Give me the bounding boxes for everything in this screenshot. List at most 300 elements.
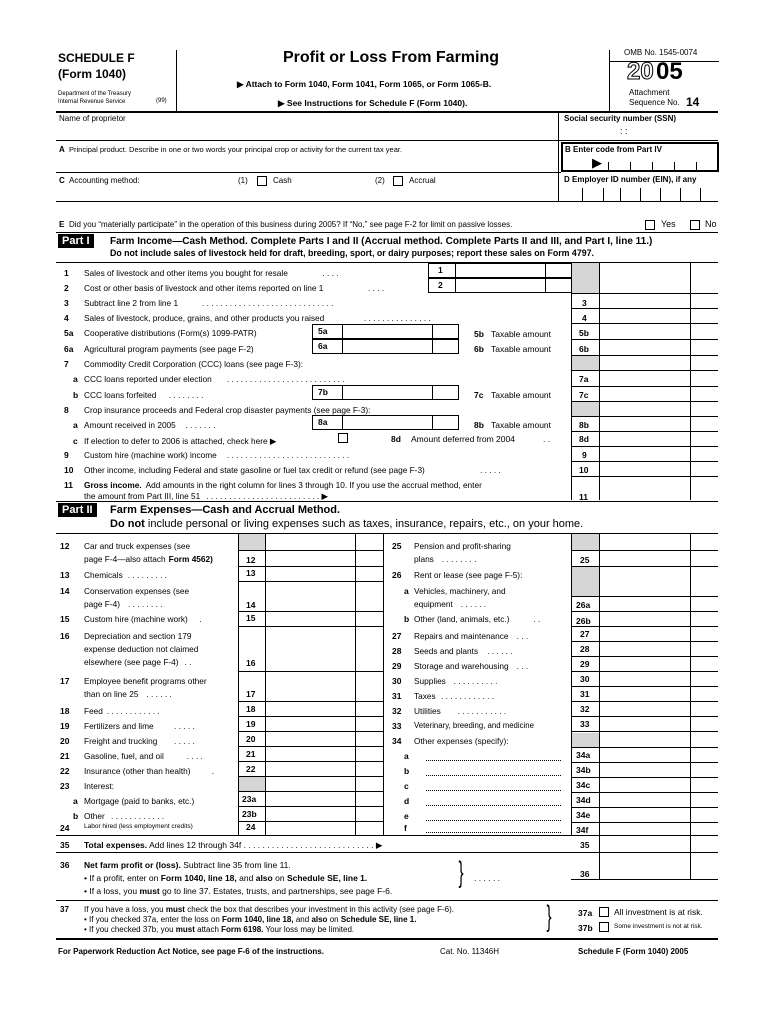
- exp-9-number: 21: [60, 751, 70, 761]
- line37-bullet1-form: Form 1040, line 18,: [222, 915, 294, 924]
- part1-line-1-label: Cost or other basis of livestock and other items reported on line 1: [84, 283, 324, 293]
- line36-label: Subtract line 35 from line 11.: [183, 860, 291, 870]
- p1-rule: [571, 370, 718, 371]
- exp-box-23b: 23b: [242, 809, 257, 819]
- line-21-amount[interactable]: [266, 746, 354, 760]
- line37a-label: 37a: [578, 908, 593, 918]
- no-label: No: [705, 219, 717, 229]
- line-5b-amount[interactable]: [600, 324, 689, 339]
- footer-cat: Cat. No. 11346H: [440, 947, 499, 956]
- exp-r-box-28: 28: [580, 644, 590, 654]
- box-1-frame[interactable]: [428, 263, 572, 278]
- exp-r-5-label: Seeds and plants: [414, 646, 479, 656]
- box-5a-div1: [342, 324, 343, 339]
- exp-8-dots: . . . . .: [174, 736, 195, 746]
- line-34c-amount[interactable]: [600, 777, 689, 791]
- exp-r-0-label2: [414, 554, 476, 564]
- mid-l8b-text: Taxable amount: [491, 420, 552, 430]
- line-6b-amount[interactable]: [600, 340, 689, 355]
- name-field[interactable]: [60, 125, 554, 139]
- other-expense-f-field[interactable]: [426, 823, 561, 833]
- exp-r-5-number: 28: [392, 646, 402, 656]
- part1-line-3-label: Sales of livestock, produce, grains, and other products you raised: [84, 313, 325, 323]
- line36-bullet1-form: Form 1040, line 18,: [160, 873, 237, 883]
- line-32-amount[interactable]: [600, 701, 689, 715]
- box-6a-label: 6a: [318, 341, 328, 351]
- exp-4-label3: [84, 657, 191, 667]
- exp-7-label: Fertilizers and lime: [84, 721, 154, 731]
- line-31-amount[interactable]: [600, 686, 689, 700]
- p2-left-rule: [238, 671, 383, 672]
- exp-r-4-label: Repairs and maintenance: [414, 631, 509, 641]
- line-18-amount[interactable]: [266, 701, 354, 715]
- part1-line-10-number: a: [73, 420, 78, 430]
- p2-left-rule: [238, 806, 383, 807]
- part2-tag: Part II: [58, 503, 97, 517]
- exp-r-7-number: 30: [392, 676, 402, 686]
- box-7b-frame[interactable]: [312, 385, 459, 400]
- exp-10-dots: .: [211, 766, 215, 776]
- exp-2-number: 14: [60, 586, 70, 596]
- p1-rule: [571, 431, 718, 432]
- box-6a-frame[interactable]: [312, 339, 459, 354]
- part1-line-14-dots: . . . . . . . . . . . . . . . . . . . . . . . . . ▶: [206, 491, 328, 501]
- exp-12-number: a: [73, 796, 78, 806]
- line-a-letter: A: [59, 145, 65, 154]
- exp-r-2-label2a: equipment: [414, 599, 453, 609]
- col-label-6b: 6b: [579, 344, 589, 354]
- box-1-div2: [545, 263, 546, 278]
- material-no-checkbox[interactable]: [690, 220, 700, 230]
- material-yes-checkbox[interactable]: [645, 220, 655, 230]
- year-bold: 05: [656, 58, 683, 85]
- part2-sub-rest: include personal or living expenses such as taxes, insurance, repairs, etc., on your home.: [147, 518, 584, 530]
- part1-line-1-dots: . . . .: [368, 283, 385, 293]
- mid-l7c-num: 7c: [474, 390, 484, 400]
- line36-bullet1-se: Schedule SE, line 1.: [286, 873, 368, 883]
- part1-line-7-number: a: [73, 374, 78, 384]
- p2-right-rule: [571, 807, 718, 808]
- exp-2-label: Conservation expenses (see: [84, 586, 190, 596]
- exp-9-dots: . . . .: [186, 751, 203, 761]
- accrual-num: (2): [375, 176, 385, 185]
- see-instruction: ▶ See Instructions for Schedule F (Form 1040).: [278, 98, 468, 108]
- exp-11-label: Interest:: [84, 781, 114, 791]
- exp-1-label: Chemicals: [84, 570, 123, 580]
- box-2-label: 2: [438, 280, 443, 290]
- part1-line-12-number: 9: [64, 450, 69, 460]
- p2-right-rule: [571, 777, 718, 778]
- exp-r-1-label: Rent or lease (see page F-5):: [414, 570, 523, 580]
- exp-r-13-number: b: [404, 766, 410, 776]
- part1-line-4-label: Cooperative distributions (Form(s) 1099-PATR): [84, 328, 257, 338]
- line35-amount[interactable]: [600, 836, 689, 851]
- line36-bullet2-must: must: [139, 886, 160, 896]
- line36-bullet1-also: also: [255, 873, 273, 883]
- part1-line-12-dots: . . . . . . . . . . . . . . . . . . . . . . . . . . .: [226, 450, 350, 460]
- exp-r-0-dots2: . . . . . . . .: [441, 554, 477, 564]
- p2-right-rule: [571, 611, 718, 612]
- exp-r-10-label: Veterinary, breeding, and medicine: [414, 721, 534, 730]
- line37-number: 37: [60, 905, 69, 914]
- exp-1-number: 13: [60, 570, 70, 580]
- exp-3-number: 15: [60, 614, 70, 624]
- exp-2-dots2: . . . . . . . .: [127, 599, 163, 609]
- name-label: Name of proprietor: [59, 114, 126, 123]
- line-25-amount[interactable]: [600, 552, 689, 566]
- line37-text: If you have a loss, you: [84, 905, 164, 914]
- line36-bullet2: • If a loss, you: [84, 886, 138, 896]
- cash-label: Cash: [273, 176, 292, 185]
- line-17-amount[interactable]: [266, 686, 354, 700]
- line37-bullet1-and: and: [295, 915, 310, 924]
- col-label-3: 3: [582, 298, 587, 308]
- box-8a-div2: [432, 415, 433, 430]
- line-34a-amount[interactable]: [600, 747, 689, 761]
- line-10-amount[interactable]: [600, 461, 689, 476]
- exp-r-0-label: Pension and profit-sharing: [414, 541, 511, 551]
- p1-rule: [571, 461, 718, 462]
- exp-box-16: 16: [246, 658, 256, 668]
- exp-r-8-label: Taxes: [414, 691, 436, 701]
- exp-r-box-34a: 34a: [576, 750, 591, 760]
- p1-rule: [571, 308, 718, 309]
- exp-r-9-dots: . . . . . . . . . . .: [457, 706, 507, 716]
- part1-line-3-dots: . . . . . . . . . . . . . . .: [363, 313, 431, 323]
- line35-dots: . . . . . . . . . . . . . . . . . . . . . . . . . . . . ▶: [243, 840, 383, 850]
- p2-right-rule: [571, 626, 718, 627]
- part1-line-0-label: Sales of livestock and other items you bought for resale: [84, 268, 288, 278]
- line-34b-amount[interactable]: [600, 762, 689, 776]
- other-expense-c-field[interactable]: [426, 781, 561, 791]
- exp-12-label: Mortgage (paid to banks, etc.): [84, 796, 195, 806]
- line-30-amount[interactable]: [600, 671, 689, 685]
- mid-8d-text: Amount deferred from 2004: [411, 434, 515, 444]
- exp-box-15: 15: [246, 613, 256, 623]
- line-27-amount[interactable]: [600, 626, 689, 640]
- p2-left-rule: [238, 761, 383, 762]
- box-2-frame[interactable]: [428, 278, 572, 293]
- exp-r-9-number: 32: [392, 706, 402, 716]
- p1-rule: [571, 293, 718, 294]
- mid-l5b-num: 5b: [474, 329, 484, 339]
- line35-label: Add lines 12 through 34f: [149, 840, 242, 850]
- box-2-div1: [455, 278, 456, 293]
- line-c-label: Accounting method:: [69, 176, 140, 185]
- line-3-amount[interactable]: [600, 294, 689, 309]
- exp-0-label2a: page F-4—also attach: [84, 554, 166, 564]
- line-26b-amount[interactable]: [600, 613, 689, 627]
- line-23a-amount[interactable]: [266, 791, 354, 805]
- line-22-amount[interactable]: [266, 761, 354, 775]
- part1-line-1-number: 2: [64, 283, 69, 293]
- exp-r-box-31: 31: [580, 689, 590, 699]
- exp-14-label: Labor hired (less employment credits): [84, 823, 193, 830]
- part1-line-14-text3: [84, 491, 328, 501]
- exp-r-2-label2: [414, 599, 486, 609]
- line-d-label: D Employer ID number (EIN), if any: [564, 175, 697, 184]
- line-34d-amount[interactable]: [600, 792, 689, 806]
- principal-product-field[interactable]: [60, 156, 554, 170]
- line-14-amount[interactable]: [266, 597, 354, 611]
- exp-r-4-dots: . . .: [516, 631, 529, 641]
- exp-box-18: 18: [246, 704, 256, 714]
- exp-r-3-label: Other (land, animals, etc.): [414, 614, 510, 624]
- mid-l5b-text: Taxable amount: [491, 329, 552, 339]
- line37-bullet2-attach: attach: [197, 925, 219, 934]
- exp-4-label3a: elsewhere (see page F-4): [84, 657, 179, 667]
- p2-left-rule: [238, 716, 383, 717]
- exp-5-label2a: than on line 25: [84, 689, 139, 699]
- line-20-amount[interactable]: [266, 731, 354, 745]
- exp-r-10-number: 33: [392, 721, 402, 731]
- at-risk-checkbox[interactable]: [599, 907, 609, 917]
- part1-line-8-label: CCC loans forfeited: [84, 390, 157, 400]
- exp-0-label2: [84, 554, 213, 564]
- exp-1-dots: . . . . . . . . .: [127, 570, 167, 580]
- exp-box-22: 22: [246, 764, 256, 774]
- exp-r-1-number: 26: [392, 570, 402, 580]
- exp-r-11-number: 34: [392, 736, 402, 746]
- line-4-amount[interactable]: [600, 309, 689, 324]
- box-5a-label: 5a: [318, 326, 328, 336]
- exp-box-12: 12: [246, 555, 256, 565]
- exp-2-label2a: page F-4): [84, 599, 120, 609]
- line36-amount[interactable]: [600, 855, 689, 879]
- exp-4-label2: [84, 644, 198, 654]
- part1-line-0-dots: . . . .: [322, 268, 339, 278]
- col-label-8b: 8b: [579, 420, 589, 430]
- line-15-amount[interactable]: [266, 610, 354, 624]
- line-34f-amount[interactable]: [600, 822, 689, 836]
- line-23b-amount[interactable]: [266, 806, 354, 820]
- part1-tag: Part I: [58, 234, 94, 248]
- line37-bullet2-form: Form 6198.: [221, 925, 264, 934]
- exp-14-number: 24: [60, 823, 70, 833]
- arrow-icon: ▶: [592, 155, 602, 170]
- exp-r-16-number: e: [404, 811, 409, 821]
- box-7b-div1: [342, 385, 343, 400]
- mid-8d-dots: . .: [543, 434, 551, 444]
- p2-left-rule: [238, 566, 383, 567]
- col-label-4: 4: [582, 313, 587, 323]
- line-8b-amount[interactable]: [600, 416, 689, 431]
- col-label-9: 9: [582, 450, 587, 460]
- exp-box-20: 20: [246, 734, 256, 744]
- line-28-amount[interactable]: [600, 641, 689, 655]
- exp-5-label: Employee benefit programs other: [84, 676, 207, 686]
- line35-number: 35: [60, 840, 70, 850]
- line36-bullet1-and: and: [239, 873, 254, 883]
- other-expense-d-field[interactable]: [426, 796, 561, 806]
- p1-rule: [571, 446, 718, 447]
- other-expense-b-field[interactable]: [426, 766, 561, 776]
- exp-5-number: 17: [60, 676, 70, 686]
- ssn-label: Social security number (SSN): [564, 114, 677, 123]
- part1-line-12-label: Custom hire (machine work) income: [84, 450, 217, 460]
- part1-line-10-dots: . . . . . . .: [185, 420, 216, 430]
- box-7b-label: 7b: [318, 387, 328, 397]
- line36-bullet2-rest: go to line 37. Estates, trusts, and partnerships, see page F-6.: [162, 886, 393, 896]
- brace-icon: }: [458, 856, 464, 889]
- col-label-5b: 5b: [579, 328, 589, 338]
- dept-line1: Department of the Treasury: [58, 91, 132, 97]
- line37-bullet1-se: Schedule SE, line 1.: [340, 915, 417, 924]
- exp-4-label2a: expense deduction not claimed: [84, 644, 199, 654]
- line-29-amount[interactable]: [600, 656, 689, 670]
- line-13-amount[interactable]: [266, 565, 354, 579]
- year-outline: 20: [627, 58, 654, 85]
- exp-r-3-dots: . .: [533, 614, 541, 624]
- exp-5-label2: [84, 689, 172, 699]
- line-7a-amount[interactable]: [600, 370, 689, 385]
- p2-right-rule: [571, 566, 718, 567]
- exp-r-box-25: 25: [580, 555, 590, 565]
- part1-line-14-number: 11: [64, 480, 73, 490]
- line-19-amount[interactable]: [266, 716, 354, 730]
- part1-line-14-text3a: the amount from Part III, line 51: [84, 491, 201, 501]
- exp-r-box-33: 33: [580, 719, 590, 729]
- part1-line-14-text: Add amounts in the right column for lines 3 through 10. If you use the accrual method, enter: [145, 480, 482, 490]
- dept-code: (99): [156, 98, 167, 104]
- part1-line-6-label: Commodity Credit Corporation (CCC) loans (see page F-3):: [84, 359, 304, 369]
- box-5a-div2: [432, 324, 433, 339]
- line36-number: 36: [60, 860, 70, 870]
- exp-r-4-number: 27: [392, 631, 402, 641]
- line-7c-amount[interactable]: [600, 386, 689, 401]
- col-label-7c: 7c: [579, 390, 589, 400]
- exp-r-12-number: a: [404, 751, 409, 761]
- exp-4-label: Depreciation and section 179: [84, 631, 192, 641]
- exp-box-14: 14: [246, 600, 256, 610]
- exp-r-11-label: Other expenses (specify):: [414, 736, 509, 746]
- part2-sub-bold: Do not: [110, 518, 145, 530]
- p2-left-rule: [238, 821, 383, 822]
- part1-line-13-number: 10: [64, 465, 74, 475]
- part1-line-9-number: 8: [64, 405, 69, 415]
- sequence-number: 14: [686, 95, 700, 109]
- box-8a-frame[interactable]: [312, 415, 459, 430]
- exp-box-23a: 23a: [242, 794, 257, 804]
- exp-r-box-34f: 34f: [576, 825, 589, 835]
- exp-0-number: 12: [60, 541, 70, 551]
- part1-line-5-number: 6a: [64, 344, 74, 354]
- dept-line2: Internal Revenue Service: [58, 99, 126, 105]
- line37-must: must: [165, 905, 185, 914]
- part1-line-0-number: 1: [64, 268, 69, 278]
- line-26a-amount[interactable]: [600, 597, 689, 611]
- part1-line-8-number: b: [73, 390, 79, 400]
- defer-election-checkbox[interactable]: [338, 433, 348, 443]
- attach-instruction: ▶ Attach to Form 1040, Form 1041, Form 1065, or Form 1065-B.: [237, 79, 492, 89]
- p2-right-rule: [571, 671, 718, 672]
- accrual-label: Accrual: [409, 176, 436, 185]
- box-8a-div1: [342, 415, 343, 430]
- exp-r-5-dots: . . . . . .: [487, 646, 513, 656]
- part1-line-4-number: 5a: [64, 328, 74, 338]
- line-12-amount[interactable]: [266, 552, 354, 566]
- other-expense-a-field[interactable]: [426, 751, 561, 761]
- part2-title: Farm Expenses—Cash and Accrual Method.: [110, 504, 341, 516]
- p1-rule: [571, 476, 718, 477]
- part1-line-6-number: 7: [64, 359, 69, 369]
- line36-dots: . . . . . .: [474, 873, 500, 883]
- mid-l6b-num: 6b: [474, 344, 484, 354]
- p2-right-rule: [571, 792, 718, 793]
- p2-right-rule: [571, 686, 718, 687]
- exp-r-6-number: 29: [392, 661, 402, 671]
- exp-r-box-26b: 26b: [576, 616, 591, 626]
- part1-line-2-label: Subtract line 2 from line 1: [84, 298, 179, 308]
- line-8d-amount[interactable]: [600, 430, 689, 445]
- mid-l8b-num: 8b: [474, 420, 484, 430]
- exp-r-box-26a: 26a: [576, 600, 591, 610]
- col-label-7a: 7a: [579, 374, 589, 384]
- line37-bullet1-also: also: [311, 915, 328, 924]
- accrual-checkbox[interactable]: [393, 176, 403, 186]
- not-at-risk-checkbox[interactable]: [599, 922, 609, 932]
- line37b-label: 37b: [578, 923, 593, 933]
- box-8a-label: 8a: [318, 417, 328, 427]
- p2-right-rule: [571, 762, 718, 763]
- part1-line-5-label: Agricultural program payments (see page F-2): [84, 344, 254, 354]
- line-e-label: Did you “materially participate” in the operation of this business during 2005? If “No,” see page F-2 for limit on passive losses.: [69, 220, 513, 229]
- exp-r-box-34e: 34e: [576, 810, 591, 820]
- col-label-11: 11: [579, 492, 588, 502]
- box-5a-frame[interactable]: [312, 324, 459, 339]
- cash-checkbox[interactable]: [257, 176, 267, 186]
- p1-rule: [571, 416, 718, 417]
- p2-right-rule: [571, 716, 718, 717]
- ssn-field[interactable]: [560, 124, 716, 140]
- line-16-amount[interactable]: [266, 655, 354, 669]
- exp-box-13: 13: [246, 568, 256, 578]
- line-34e-amount[interactable]: [600, 807, 689, 821]
- line-33-amount[interactable]: [600, 716, 689, 730]
- exp-box-19: 19: [246, 719, 256, 729]
- line36-bold: Net farm profit or (loss).: [84, 860, 181, 870]
- other-expense-e-field[interactable]: [426, 811, 561, 821]
- part1-line-10-label: Amount received in 2005: [84, 420, 176, 430]
- brace37-icon: }: [546, 900, 552, 933]
- p2-left-rule: [238, 581, 383, 582]
- exp-r-17-number: f: [404, 823, 407, 833]
- form-title: Profit or Loss From Farming: [283, 49, 500, 66]
- p1-rule: [571, 386, 718, 387]
- p2-right-rule: [571, 701, 718, 702]
- yes-label: Yes: [661, 219, 676, 229]
- mid-l6b-text: Taxable amount: [491, 344, 552, 354]
- line37-bullet2: • If you checked 37b, you: [84, 925, 174, 934]
- p2-left-rule: [238, 626, 383, 627]
- line-a-label: Principal product. Describe in one or two words your principal crop or activity for the current tax year.: [69, 145, 403, 154]
- exp-8-label: Freight and trucking: [84, 736, 158, 746]
- exp-r-6-dots: . . .: [516, 661, 529, 671]
- exp-r-7-label: Supplies: [414, 676, 446, 686]
- box-1-label: 1: [438, 265, 443, 275]
- line35-bold: Total expenses.: [84, 840, 148, 850]
- p2-right-rule: [571, 596, 718, 597]
- ein-field[interactable]: [560, 186, 716, 200]
- footer-notice: For Paperwork Reduction Act Notice, see page F-6 of the instructions.: [58, 947, 324, 956]
- p1-rule: [571, 401, 718, 402]
- line-9-amount[interactable]: [600, 446, 689, 461]
- sequence-label: Sequence No.: [629, 98, 680, 107]
- exp-6-number: 18: [60, 706, 70, 716]
- line37-bullet1: • If you checked 37a, enter the loss on: [84, 915, 220, 924]
- ssn-separator: : :: [620, 126, 628, 136]
- part1-line-7-label: CCC loans reported under election: [84, 374, 212, 384]
